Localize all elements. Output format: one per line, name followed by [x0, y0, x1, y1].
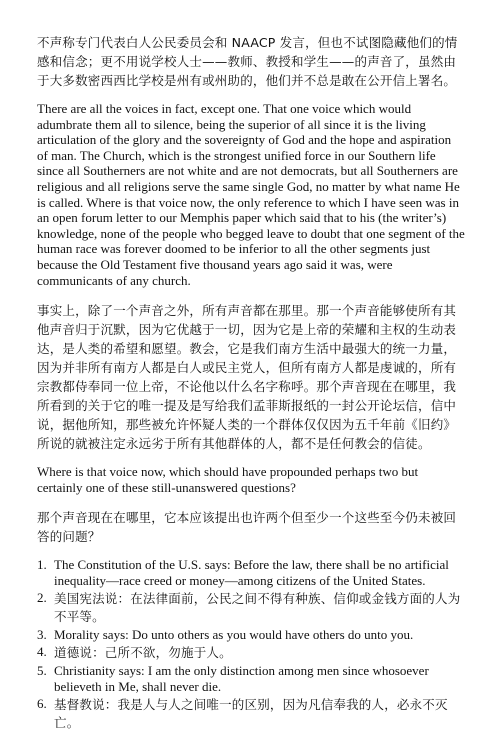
- numbered-list: [37, 557, 465, 732]
- paragraph-zh-question: 那个声音现在在哪里，它本应该提出也许两个但至少一个这些至今仍未被回答的问题？: [37, 510, 457, 545]
- paragraph-zh-voices: 事实上，除了一个声音之外，所有声音都在那里。那一个声音能够使所有其他声音归于沉默，因为它优越于一切，因为它是上帝的荣耀和主权的生动表达，是人类的希望和愿望。教会，它是我们南方生活中最强大的统一力量，因为并非所有南方人都是白人或民主党人，但所有南方人都是虔诚的，所有宗教都侍奉同一位上帝，不论他以什么名字称呼。那个声音现在在哪里，我所看到的关于它的唯一提及是写给我们孟菲斯报纸的一封公开论坛信，信中说，据他所知，那些被允许怀疑人类的一个群体仅仅因为五千年前《旧约》所说的就被注定永远劣于所有其他群体的人，都不是任何教会的信徒。: [37, 303, 457, 452]
- paragraph-en-voices: There are all the voices in fact, except one. That one voice which would adumbrate them all to silence, being the superior of all since it is the living articulation of the glory and the sovereignty of God and the hope and aspiration of man. The Church, which is the strongest unified force in our Southern life since all Southerners are not white and are not democrats, but all Southerners are religious and all religions serve the same single God, no matter by what name He is called. Where is that voice now, the only reference to which I have seen was in an open forum letter to our Memphis paper which said that to his (the writer’s) knowledge, none of the people who begged leave to doubt that one segment of the human race was forever doomed to be inferior to all the other segments just because the Old Testament five thousand years ago said it was, were communicants of any church.: [37, 101, 465, 288]
- list-item-text: Christianity says: I am the only distinction among men since whosoever believeth in Me, shall never die.: [54, 663, 429, 695]
- list-item-number: 4.: [37, 644, 47, 660]
- list-item-text: Morality says: Do unto others as you would have others do unto you.: [54, 627, 414, 643]
- list-item: [37, 557, 465, 589]
- paragraph-zh-intro: 不声称专门代表白人公民委员会和 NAACP 发言，但也不试图隐藏他们的情感和信念；更不用说学校人士——教师、教授和学生——的声音了，虽然由于大多数密西西比学校是州有或州助的，他们并不总是敢在公开信上署名。: [37, 35, 458, 88]
- list-item-number: 6.: [37, 696, 47, 712]
- paragraph-en-question: Where is that voice now, which should have propounded perhaps two but certainly one of these still-unanswered questions?: [37, 464, 419, 495]
- list-item: [37, 627, 465, 643]
- list-item: [37, 696, 465, 732]
- list-item-number: 5.: [37, 663, 47, 679]
- list-item-text: 美国宪法说：在法律面前，公民之间不得有种族、信仰或金钱方面的人为不平等。: [54, 591, 461, 625]
- list-item-text: 道德说：己所不欲，勿施于人。: [54, 645, 232, 661]
- list-item-text: The Constitution of the U.S. says: Before the law, there shall be no artificial inequality—race creed or money—among citizens of the United States.: [54, 557, 449, 589]
- list-item: [37, 663, 465, 695]
- list-item: [37, 590, 465, 626]
- list-item-number: 3.: [37, 627, 47, 643]
- list-item-number: 2.: [37, 590, 47, 606]
- list-item-number: 1.: [37, 557, 47, 573]
- list-item: [37, 644, 465, 662]
- list-item-text: 基督教说：我是人与人之间唯一的区别，因为凡信奉我的人，必永不灭亡。: [54, 697, 448, 731]
